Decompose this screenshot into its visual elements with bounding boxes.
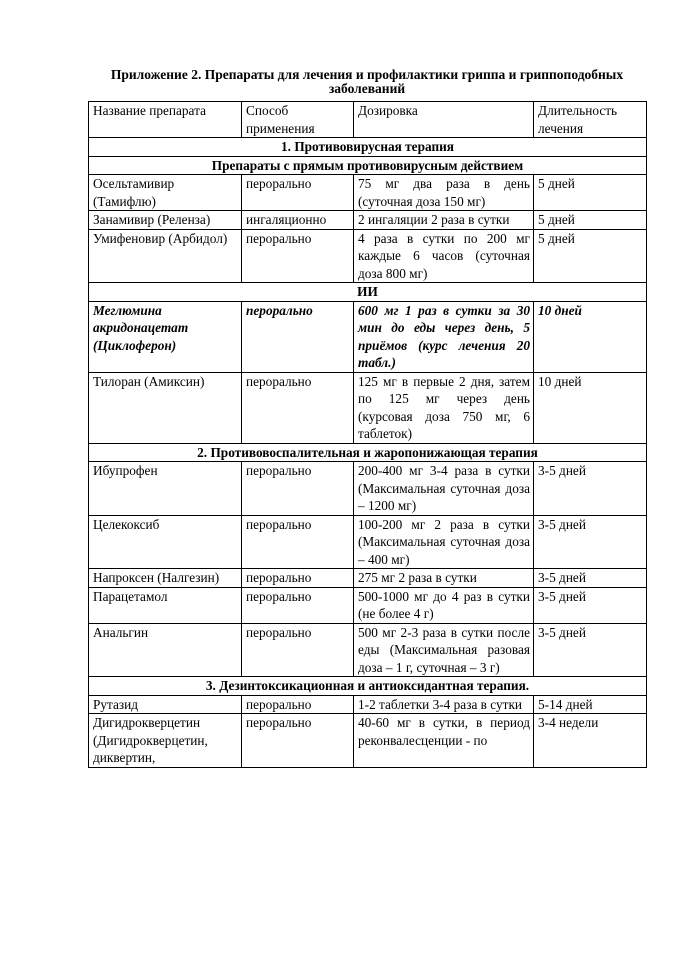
drug-method: перорально: [242, 301, 354, 372]
drug-method: перорально: [242, 714, 354, 768]
column-header-method: Способ применения: [242, 102, 354, 138]
drug-method: перорально: [242, 569, 354, 588]
drug-name: Рутазид: [89, 695, 242, 714]
column-header-dose: Дозировка: [354, 102, 534, 138]
drug-method: перорально: [242, 462, 354, 516]
drug-dose: 200-400 мг 3-4 раза в сутки (Максимальная суточная доза – 1200 мг): [354, 462, 534, 516]
section-title: 3. Дезинтоксикационная и антиоксидантная терапия.: [89, 677, 647, 696]
drug-name: Парацетамол: [89, 587, 242, 623]
drug-duration: 5 дней: [534, 175, 647, 211]
table-row: [89, 569, 647, 588]
drug-dose: 500-1000 мг до 4 раз в сутки (не более 4 г): [354, 587, 534, 623]
drug-method: перорально: [242, 175, 354, 211]
drug-name: Умифеновир (Арбидол): [89, 229, 242, 283]
drug-method: перорально: [242, 587, 354, 623]
drug-name: Напроксен (Налгезин): [89, 569, 242, 588]
drug-method: перорально: [242, 229, 354, 283]
section-title: ИИ: [89, 283, 647, 302]
drug-dose: 4 раза в сутки по 200 мг каждые 6 часов (суточная доза 800 мг): [354, 229, 534, 283]
table-row: [89, 623, 647, 677]
table-row: [89, 462, 647, 516]
column-header-duration: Длительность лечения: [534, 102, 647, 138]
table-row: [89, 515, 647, 569]
section-title: 1. Противовирусная терапия: [89, 138, 647, 157]
drug-duration: 3-5 дней: [534, 515, 647, 569]
column-header-name: Название препарата: [89, 102, 242, 138]
drug-dose: 100-200 мг 2 раза в сутки (Максимальная суточная доза – 400 мг): [354, 515, 534, 569]
drug-name: Дигидрокверцетин (Дигидрокверцетин, диквертин,: [89, 714, 242, 768]
drug-method: перорально: [242, 623, 354, 677]
drug-name: Анальгин: [89, 623, 242, 677]
drug-duration: 10 дней: [534, 372, 647, 443]
drug-name: Осельтамивир (Тамифлю): [89, 175, 242, 211]
table-row: [89, 301, 647, 372]
table-row: [89, 695, 647, 714]
table-row: [89, 372, 647, 443]
drug-method: перорально: [242, 515, 354, 569]
drug-dose: 125 мг в первые 2 дня, затем по 125 мг через день (курсовая доза 750 мг, 6 таблеток): [354, 372, 534, 443]
drug-duration: 5 дней: [534, 229, 647, 283]
drug-duration: 3-5 дней: [534, 623, 647, 677]
drug-dose: 600 мг 1 раз в сутки за 30 мин до еды через день, 5 приёмов (курс лечения 20 табл.): [354, 301, 534, 372]
section-row: [89, 138, 647, 157]
drug-method: ингаляционно: [242, 211, 354, 230]
section-title: 2. Противовоспалительная и жаропонижающая терапия: [89, 443, 647, 462]
drugs-table: [88, 101, 647, 768]
drug-duration: 3-5 дней: [534, 462, 647, 516]
drug-name: Тилоран (Амиксин): [89, 372, 242, 443]
drug-name: Целекоксиб: [89, 515, 242, 569]
section-row: [89, 443, 647, 462]
section-title: Препараты с прямым противовирусным действием: [89, 156, 647, 175]
drug-name: Меглюмина акридонацетат (Циклоферон): [89, 301, 242, 372]
page-title: Приложение 2. Препараты для лечения и профилактики гриппа и гриппоподобных заболеваний: [110, 67, 624, 96]
section-row: [89, 156, 647, 175]
drug-method: перорально: [242, 695, 354, 714]
drug-duration: 3-5 дней: [534, 569, 647, 588]
drug-duration: 3-4 недели: [534, 714, 647, 768]
table-header-row: [89, 102, 647, 138]
table-row: [89, 587, 647, 623]
table-row: [89, 211, 647, 230]
section-row: [89, 283, 647, 302]
drug-duration: 3-5 дней: [534, 587, 647, 623]
drug-dose: 1-2 таблетки 3-4 раза в сутки: [354, 695, 534, 714]
drug-duration: 5-14 дней: [534, 695, 647, 714]
drug-duration: 5 дней: [534, 211, 647, 230]
drug-dose: 2 ингаляции 2 раза в сутки: [354, 211, 534, 230]
drug-dose: 500 мг 2-3 раза в сутки после еды (Максимальная разовая доза – 1 г, суточная – 3 г): [354, 623, 534, 677]
table-row: [89, 229, 647, 283]
table-row: [89, 175, 647, 211]
drug-method: перорально: [242, 372, 354, 443]
drug-duration: 10 дней: [534, 301, 647, 372]
section-row: [89, 677, 647, 696]
drug-dose: 40-60 мг в сутки, в период реконвалесценции - по: [354, 714, 534, 768]
drug-name: Занамивир (Реленза): [89, 211, 242, 230]
table-row: [89, 714, 647, 768]
drug-name: Ибупрофен: [89, 462, 242, 516]
drug-dose: 275 мг 2 раза в сутки: [354, 569, 534, 588]
drug-dose: 75 мг два раза в день (суточная доза 150 мг): [354, 175, 534, 211]
